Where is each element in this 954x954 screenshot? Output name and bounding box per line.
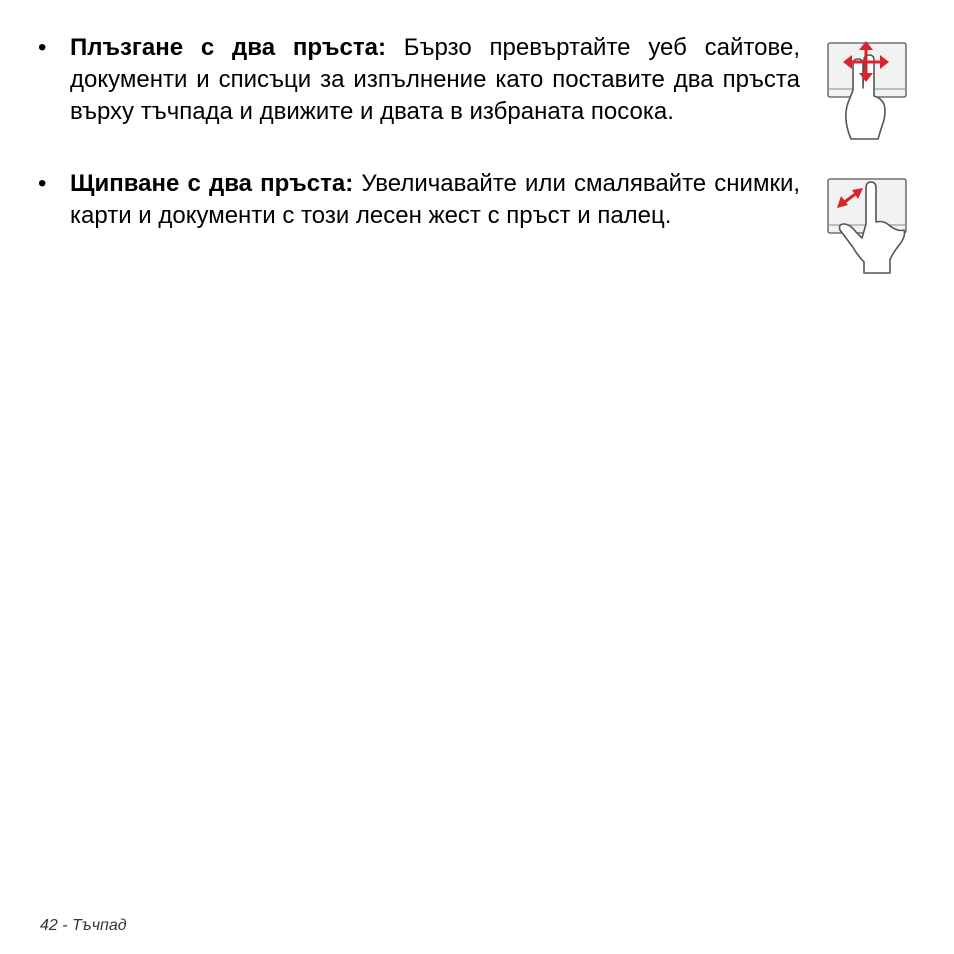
gesture-description: Бързо превъртайте уеб сайтове, документи и списъци за изпълнение като поставите два пръста върху тъчпада и движите и двата в избраната посока. bbox=[70, 34, 800, 125]
gesture-item-pinch bbox=[38, 168, 800, 232]
two-finger-scroll-icon bbox=[826, 40, 910, 142]
gesture-description-paragraph bbox=[70, 168, 800, 232]
gesture-description: Увеличавайте или смалявайте снимки, карти и документи с този лесен жест с пръст и палец. bbox=[70, 170, 801, 229]
bullet: • bbox=[38, 34, 47, 61]
gesture-description-paragraph bbox=[70, 32, 800, 128]
gesture-item-two-finger-scroll bbox=[38, 32, 800, 128]
bullet: • bbox=[38, 170, 47, 197]
pinch-zoom-icon bbox=[826, 176, 910, 276]
gesture-term: Щипване с два пръста: bbox=[70, 170, 354, 197]
gesture-term: Плъзгане с два пръста: bbox=[70, 34, 386, 61]
page-footer: 42 - Тъчпад bbox=[40, 917, 127, 934]
